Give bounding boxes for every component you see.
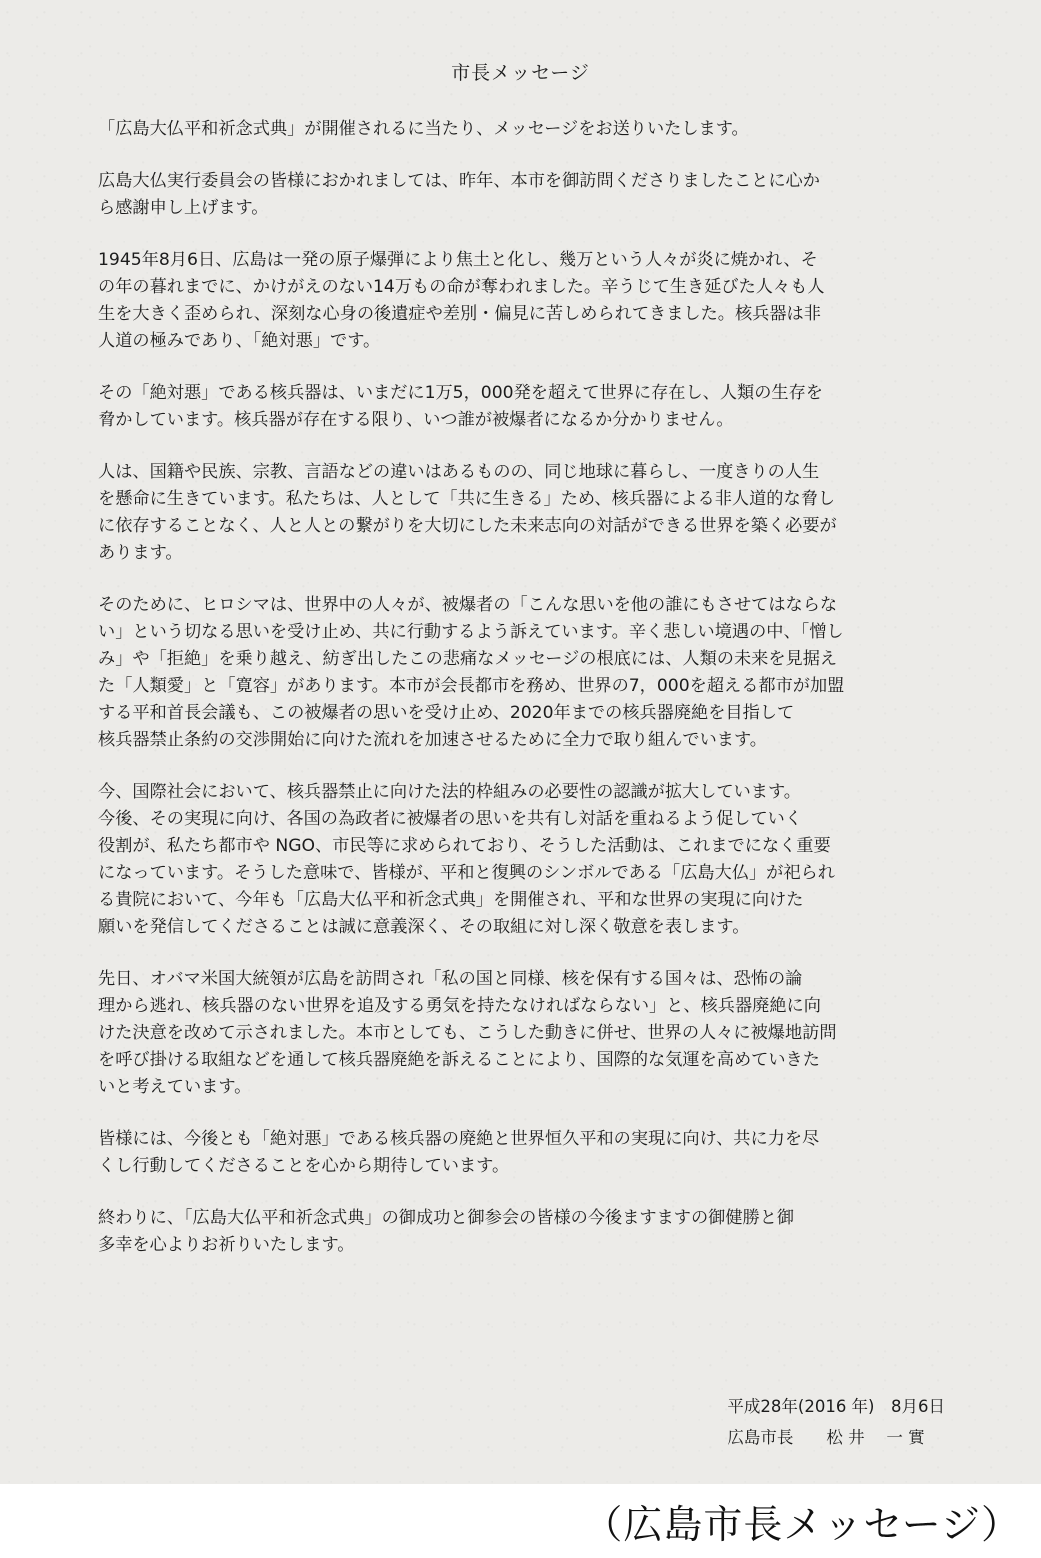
text-line: 生を大きく歪められ、深刻な心身の後遺症や差別・偏見に苦しめられてきました。核兵器は非: [98, 304, 821, 324]
text-line: けた決意を改めて示されました。本市としても、こうした動きに併せ、世界の人々に被爆地訪問: [98, 1023, 837, 1043]
text-line: になっています。そうした意味で、皆様が、平和と復興のシンボルである「広島大仏」が祀られ: [98, 863, 835, 883]
text-line: に依存することなく、人と人との繋がりを大切にした未来志向の対話ができる世界を築く必要が: [98, 516, 837, 536]
text-line: み」や「拒絶」を乗り越え、紡ぎ出したこの悲痛なメッセージの根底には、人類の未来を見据え: [98, 649, 838, 669]
signature-author: 広島市長 松 井 一 實: [727, 1428, 925, 1447]
text-line: くし行動してくださることを心から期待しています。: [98, 1156, 510, 1176]
text-line: 役割が、私たち都市や NGO、市民等に求められており、そうした活動は、これまでになく重要: [98, 836, 831, 856]
text-line: 1945年8月6日、広島は一発の原子爆弾により焦土と化し、幾万という人々が炎に焼かれ、そ: [98, 250, 818, 270]
paragraph-8: [98, 966, 946, 1101]
text-line: その「絶対悪」である核兵器は、いまだに1万5，000発を超えて世界に存在し、人類の生存を: [98, 383, 823, 403]
paragraph-10: [98, 1205, 946, 1259]
signature-block: [727, 1391, 945, 1453]
text-line: の年の暮れまでに、かけがえのない14万もの命が奪われました。辛うじて生き延びた人々も人: [98, 277, 825, 297]
paragraph-4: [98, 380, 946, 434]
text-line: 今、国際社会において、核兵器禁止に向けた法的枠組みの必要性の認識が拡大しています。: [98, 782, 801, 802]
paragraph-9: [98, 1126, 946, 1180]
text-line: 先日、オバマ米国大統領が広島を訪問され「私の国と同様、核を保有する国々は、恐怖の論: [98, 969, 803, 989]
text-line: 願いを発信してくださることは誠に意義深く、その取組に対し深く敬意を表します。: [98, 917, 750, 937]
text-line: 今後、その実現に向け、各国の為政者に被爆者の思いを共有し対話を重ねるよう促していく: [98, 809, 803, 829]
text-line: 皆様には、今後とも「絶対悪」である核兵器の廃絶と世界恒久平和の実現に向け、共に力を尽: [98, 1129, 820, 1149]
text-line: 人は、国籍や民族、宗教、言語などの違いはあるものの、同じ地球に暮らし、一度きりの人生: [98, 462, 820, 482]
text-line: そのために、ヒロシマは、世界中の人々が、被爆者の「こんな思いを他の誰にもさせてはならな: [98, 595, 838, 615]
text-line: を呼び掛ける取組などを通して核兵器廃絶を訴えることにより、国際的な気運を高めていきた: [98, 1050, 820, 1070]
text-line: い」という切なる思いを受け止め、共に行動するよう訴えています。辛く悲しい境遇の中、「憎し: [98, 622, 844, 642]
letter-body: [98, 116, 946, 1284]
text-line: あります。: [98, 543, 183, 563]
text-line: 脅かしています。核兵器が存在する限り、いつ誰が被爆者になるか分かりません。: [98, 410, 734, 430]
text-line: 多幸を心よりお祈りいたします。: [98, 1235, 355, 1255]
document-title: 市長メッセージ: [451, 62, 590, 84]
paragraph-6: [98, 592, 946, 754]
paragraph-2: [98, 168, 946, 222]
text-line: る貴院において、今年も「広島大仏平和祈念式典」を開催され、平和な世界の実現に向けた: [98, 890, 804, 910]
text-line: ら感謝申し上げます。: [98, 198, 269, 218]
text-line: 核兵器禁止条約の交渉開始に向けた流れを加速させるために全力で取り組んでいます。: [98, 730, 767, 750]
text-line: 人道の極みであり、「絶対悪」です。: [98, 331, 381, 351]
text-line: いと考えています。: [98, 1077, 252, 1097]
paragraph-5: [98, 459, 946, 567]
text-line: 理から逃れ、核兵器のない世界を追及する勇気を持たなければならない」と、核兵器廃絶に向: [98, 996, 821, 1016]
text-line: 「広島大仏平和祈念式典」が開催されるに当たり、メッセージをお送りいたします。: [98, 119, 749, 139]
paragraph-3: [98, 247, 946, 355]
text-line: 終わりに、「広島大仏平和祈念式典」の御成功と御参会の皆様の今後ますますの御健勝と御: [98, 1208, 795, 1228]
text-line: する平和首長会議も、この被爆者の思いを受け止め、2020年までの核兵器廃絶を目指して: [98, 703, 795, 723]
paragraph-7: [98, 779, 946, 941]
signature-date: 平成28年(2016 年) 8月6日: [727, 1397, 945, 1416]
figure-caption: （広島市長メッセージ）: [583, 1503, 1021, 1548]
paragraph-1: [98, 116, 946, 143]
text-line: を懸命に生きています。私たちは、人として「共に生きる」ため、核兵器による非人道的な脅し: [98, 489, 836, 509]
text-line: た「人類愛」と「寛容」があります。本市が会長都市を務め、世界の7，000を超える都市が加盟: [98, 676, 845, 696]
text-line: 広島大仏実行委員会の皆様におかれましては、昨年、本市を御訪問くださりましたことに心か: [98, 171, 820, 191]
